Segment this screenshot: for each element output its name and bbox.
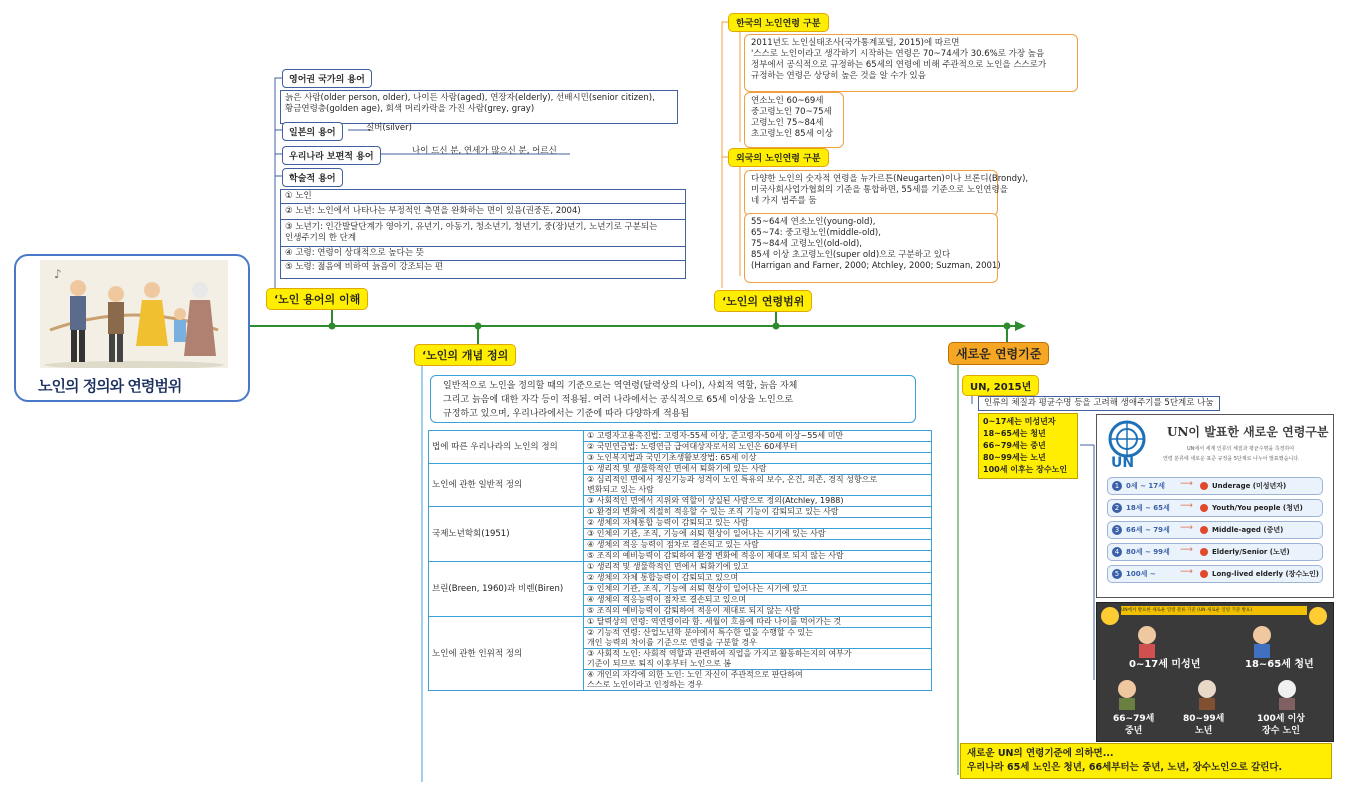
table-item-cell: ③ 인체의 기관, 조직, 기능에 쇠퇴 현상이 일어나는 시기에 있고: [584, 584, 932, 595]
un-row-number-badge: 5: [1112, 569, 1122, 579]
page-title: 노인의 정의와 연령범위: [38, 377, 182, 395]
un-age-row: [1107, 565, 1323, 583]
branch-new-standard[interactable]: 새로운 연령기준: [948, 342, 1049, 365]
table-row: [429, 464, 932, 475]
table-item-cell: ⑤ 조직의 예비능력이 감퇴하여 환경 변화에 적응이 제대로 되지 않는 사람: [584, 551, 932, 562]
un-row-range: 80세 ~ 99세: [1126, 548, 1170, 556]
concept-summary-line: 그리고 늙음에 대한 자각 등이 적용됨. 여러 나라에서는 공식적으로 65세 이상을 노인으로: [443, 395, 794, 405]
academic-item: ⑤ 노령: 젊음에 비하여 늙음이 강조되는 편: [285, 262, 444, 272]
table-item-cell: ② 생체의 자체통합 능력이 감퇴되고 있는 사람: [584, 518, 932, 529]
foreign-age-line: 미국사회사업가협회의 기준을 통합하면, 55세를 기준으로 노인연령을: [751, 185, 1008, 195]
academic-term-label[interactable]: 학술적 용어: [282, 168, 343, 187]
table-item-cell: ① 생리적 및 생물학적인 면에서 퇴화기에 있는 사람: [584, 464, 932, 475]
table-item-cell: ③ 사회적 노인: 사회적 역할과 관련하여 직업을 가지고 활동하는지의 여부가 기준이 되므로 퇴직 이후부터 노인으로 봄: [584, 649, 932, 670]
table-item-cell: ① 달력상의 연령: 역연령이라 함. 세월이 흐름에 따라 나이를 먹어가는 것: [584, 617, 932, 628]
concept-summary-box: [430, 375, 916, 423]
korea-age-groups-box: [744, 92, 844, 148]
academic-item: ① 노인: [281, 190, 685, 204]
table-item-cell: ① 환경의 변화에 적절히 적응할 수 있는 조직 기능이 감퇴되고 있는 사람: [584, 507, 932, 518]
un-row-range: 100세 ~: [1126, 570, 1156, 578]
academic-term-box: [280, 189, 686, 279]
un-row-label: Youth/You people (청년): [1212, 504, 1303, 512]
table-item-cell: ② 생체의 자체 통합능력이 감퇴되고 있으며: [584, 573, 932, 584]
svg-text:♪: ♪: [54, 267, 62, 281]
un-row-number-badge: 1: [1112, 481, 1122, 491]
table-row: [429, 617, 932, 628]
korea-age-group: 중고령노인 70~75세: [751, 107, 832, 117]
table-item-cell: ④ 생체의 적응 능력이 점차로 결손되고 있는 사람: [584, 540, 932, 551]
arrow-right-icon: ⟶: [1180, 479, 1193, 489]
un-group: 80~99세는 노년: [983, 453, 1046, 462]
korea-age-label[interactable]: 한국의 노인연령 구분: [728, 13, 829, 32]
un-group: 66~79세는 중년: [983, 441, 1046, 450]
academic-item: 인생주기의 한 단계: [285, 233, 357, 243]
foreign-age-groups-box: [744, 213, 1001, 283]
foreign-age-text-box: [744, 170, 1029, 216]
un-row-dot-icon: [1200, 482, 1208, 490]
un-2015-label[interactable]: UN, 2015년: [962, 375, 1039, 396]
un-row-dot-icon: [1200, 526, 1208, 534]
table-category-cell: 브린(Breen, 1960)과 비렌(Biren): [429, 562, 584, 617]
table-row: [429, 507, 932, 518]
table-item-cell: ④ 생체의 적응능력이 점차로 결손되고 있으며: [584, 595, 932, 606]
un-group: 0~17세는 미성년자: [983, 417, 1056, 426]
un-row-range: 18세 ~ 65세: [1126, 504, 1170, 512]
korea-age-line: 정부에서 공식적으로 규정하는 65세의 연령에 비해 주관적으로 노인을 스스로가: [751, 60, 1047, 70]
un-row-dot-icon: [1200, 570, 1208, 578]
title-node[interactable]: [14, 254, 250, 402]
un-group: 100세 이후는 장수노인: [983, 465, 1068, 474]
foreign-age-group: 85세 이상 초고령노인(super old)으로 구분하고 있다: [751, 250, 951, 260]
concept-summary-line: 규정하고 있으며, 우리나라에서는 기준에 따라 다양하게 적용됨: [443, 409, 690, 419]
japan-term-label[interactable]: 일본의 용어: [282, 122, 343, 141]
conclusion-line: 새로운 UN의 연령기준에 의하면...: [967, 748, 1114, 759]
english-term-label[interactable]: 영어권 국가의 용어: [282, 69, 372, 88]
table-item-cell: ⑤ 조직의 예비능력이 감퇴하여 적응이 제대로 되지 않는 사람: [584, 606, 932, 617]
table-item-cell: ③ 사회적인 면에서 지위와 역할이 상실된 사람으로 정의(Atchley, 1988): [584, 496, 932, 507]
table-category-cell: 법에 따른 우리나라의 노인의 정의: [429, 431, 584, 464]
branch-concept[interactable]: ‘노인의 개념 정의: [414, 344, 516, 366]
un-row-label: Underage (미성년자): [1212, 482, 1287, 490]
korea-age-line: 규정하는 연령은 상당히 높은 것을 알 수가 있음: [751, 71, 926, 81]
table-category-cell: 노인에 관한 인위적 정의: [429, 617, 584, 691]
un-card-subtitle: 연령 분류에 새로운 표준 규정을 5단계로 나누어 발표했습니다.: [1163, 456, 1300, 462]
english-term-line: 늙은 사람(older person, older), 나이든 사람(aged), 연장자(elderly), 선배시민(senior citizen),: [285, 93, 655, 103]
academic-item: ② 노년: 노인에서 나타나는 부정적인 측면을 완화하는 면이 있음(권중돈, 2004): [281, 204, 685, 220]
un-description: 인류의 체질과 평균수명 등을 고려해 생애주기를 5단계로 나눔: [978, 396, 1220, 411]
foreign-age-group: 55~64세 연소노인(young-old),: [751, 217, 876, 227]
age-poster: [1096, 602, 1334, 742]
table-item-cell: ② 기능적 연령: 산업노년학 분야에서 특수한 일을 수행할 수 있는 개인 능력의 차이를 기준으로 연령을 구분할 경우: [584, 628, 932, 649]
table-item-cell: ② 심리적인 면에서 정신기능과 성격이 노인 특유의 보수, 온건, 의존, 경직 성향으로 변화되고 있는 사람: [584, 475, 932, 496]
english-term-box: [280, 90, 678, 124]
un-age-row: [1107, 499, 1323, 517]
poster-cell-underage: 0~17세 미성년: [1129, 659, 1201, 670]
korea-term-label[interactable]: 우리나라 보편적 용어: [282, 146, 381, 165]
poster-cell-middle: 66~79세 중년: [1113, 714, 1155, 736]
table-item-cell: ② 국민연금법: 노령연금 급여대상자로서의 노인은 60세부터: [584, 442, 932, 453]
definition-table: [428, 430, 932, 691]
english-term-line: 황금연령층(golden age), 회색 머리카락을 가진 사람(grey, gray): [285, 104, 535, 114]
table-row: [429, 431, 932, 442]
un-row-label: Elderly/Senior (노년): [1212, 548, 1290, 556]
branch-age[interactable]: ‘노인의 연령범위: [714, 290, 812, 312]
un-age-row: [1107, 543, 1323, 561]
table-item-cell: ④ 개인의 자각에 의한 노인: 노인 자신이 주관적으로 판단하여 스스로 노인이라고 인정하는 경우: [584, 670, 932, 691]
korea-age-group: 고령노인 75~84세: [751, 118, 824, 128]
poster-top-banner: UN에서 발표한 새로운 연령 분류 기준 (UN 새로운 연령 기준 발표): [1121, 606, 1307, 615]
un-row-number-badge: 2: [1112, 503, 1122, 513]
conclusion-line: 우리나라 65세 노인은 청년, 66세부터는 중년, 노년, 장수노인으로 갈린다.: [967, 762, 1283, 773]
arrow-right-icon: ⟶: [1180, 501, 1193, 511]
japan-term-text: 실버(silver): [366, 123, 412, 133]
branch-term[interactable]: ‘노인 용어의 이해: [266, 288, 368, 310]
academic-item: ③ 노년기: 인간발달단계가 영아기, 유년기, 아동기, 청소년기, 청년기, 중(장)년기, 노년기로 구분되는: [285, 222, 658, 232]
poster-cell-longlived: 100세 이상 장수 노인: [1257, 714, 1306, 736]
foreign-age-label[interactable]: 외국의 노인연령 구분: [728, 148, 829, 167]
un-age-row: [1107, 521, 1323, 539]
conclusion-box: [960, 743, 1332, 779]
korea-age-text-box: [744, 34, 1078, 92]
un-logo-text: UN: [1111, 455, 1135, 471]
un-card-title: UN이 발표한 새로운 연령구분: [1167, 425, 1329, 439]
arrow-right-icon: ⟶: [1180, 545, 1193, 555]
table-row: [429, 562, 932, 573]
table-category-cell: 국제노년학회(1951): [429, 507, 584, 562]
korea-age-group: 초고령노인 85세 이상: [751, 129, 833, 139]
korea-age-group: 연소노인 60~69세: [751, 96, 824, 106]
foreign-age-group: 65~74: 중고령노인(middle-old),: [751, 228, 881, 238]
un-group: 18~65세는 청년: [983, 429, 1046, 438]
un-row-range: 66세 ~ 79세: [1126, 526, 1170, 534]
arrow-right-icon: ⟶: [1180, 523, 1193, 533]
un-row-dot-icon: [1200, 548, 1208, 556]
table-item-cell: ① 생리적 및 생물학적인 면에서 퇴화기에 있고: [584, 562, 932, 573]
un-age-row: [1107, 477, 1323, 495]
un-row-dot-icon: [1200, 504, 1208, 512]
un-row-number-badge: 3: [1112, 525, 1122, 535]
table-category-cell: 노인에 관한 일반적 정의: [429, 464, 584, 507]
elderly-illustration: [40, 260, 228, 368]
foreign-age-line: 다양한 노인의 숫자적 연령을 뉴가르튼(Neugarten)이나 브론디(Brondy),: [751, 174, 1029, 184]
table-item-cell: ③ 노인복지법과 국민기초생활보장법: 65세 이상: [584, 453, 932, 464]
un-row-label: Middle-aged (중년): [1212, 526, 1284, 534]
foreign-age-line: 네 가지 범주를 둠: [751, 196, 817, 206]
foreign-age-group: 75~84세 고령노인(old-old),: [751, 239, 862, 249]
un-card: [1096, 414, 1334, 598]
concept-summary-line: 일반적으로 노인을 정의할 때의 기준으로는 역연령(달력상의 나이), 사회적 역할, 늙음 자체: [443, 381, 798, 391]
arrow-right-icon: ⟶: [1180, 567, 1193, 577]
un-card-subtitle: UN에서 세계 인류의 체질과 평균수명을 측정하여: [1187, 446, 1295, 452]
korea-term-text: 나이 드신 분, 연세가 많으신 분, 어르신: [412, 146, 557, 156]
table-item-cell: ① 고령자고용촉진법: 고령자-55세 이상, 준고령자-50세 이상~55세 미만: [584, 431, 932, 442]
foreign-age-group: (Harrigan and Farner, 2000; Atchley, 2000; Suzman, 2001): [751, 261, 1001, 271]
un-groups-box: [978, 413, 1078, 479]
un-row-range: 0세 ~ 17세: [1126, 482, 1165, 490]
un-row-label: Long-lived elderly (장수노인): [1212, 570, 1319, 578]
un-row-number-badge: 4: [1112, 547, 1122, 557]
korea-age-line: '스스로 노인이라고 생각하기 시작하는 연령은 70~74세가 30.6%로 가장 높음: [751, 49, 1045, 59]
table-item-cell: ③ 인체의 기관, 조직, 기능에 쇠퇴 현상이 일어나는 시기에 있는 사람: [584, 529, 932, 540]
korea-age-line: 2011년도 노인실태조사(국가통계포털, 2015)에 따르면: [751, 38, 960, 48]
poster-cell-youth: 18~65세 청년: [1245, 659, 1314, 670]
poster-cell-elderly: 80~99세 노년: [1183, 714, 1225, 736]
academic-item: ④ 고령: 연령이 상대적으로 높다는 뜻: [281, 247, 685, 261]
